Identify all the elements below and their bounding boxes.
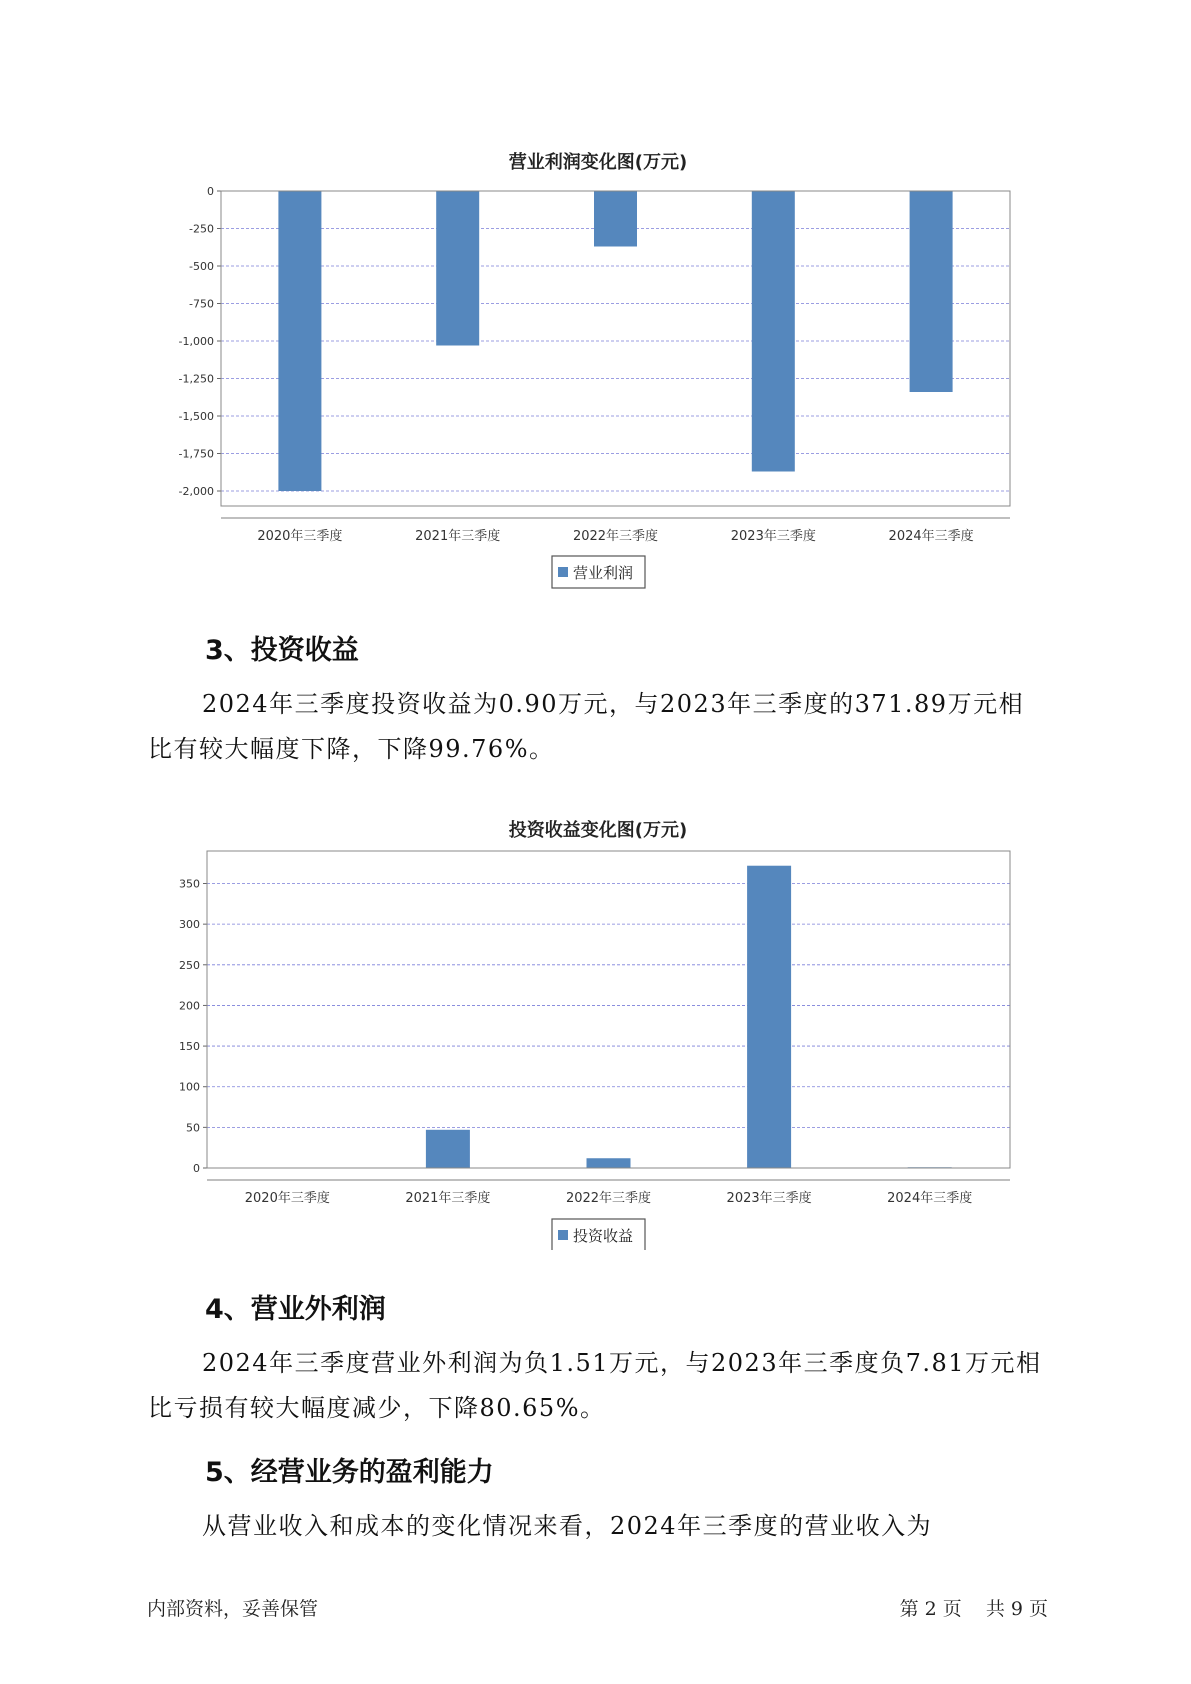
- x-tick-label: 2024年三季度: [888, 529, 974, 544]
- legend: [552, 1219, 645, 1250]
- legend-swatch: [558, 567, 568, 577]
- footer-page-unit: 页: [942, 1598, 962, 1620]
- y-tick-label: 300: [179, 918, 200, 932]
- x-tick-label: 2022年三季度: [565, 1191, 652, 1206]
- y-tick-label: -1,500: [178, 410, 214, 423]
- footer-page-total: 9: [1010, 1598, 1023, 1620]
- footer-total-prefix: 共: [985, 1598, 1005, 1620]
- bars: [265, 866, 951, 1168]
- y-tick-label: -1,250: [178, 372, 214, 386]
- footer-page-current: 2: [924, 1598, 937, 1620]
- section-heading-investment-income: 3、投资收益: [205, 635, 359, 666]
- x-tick-label: 2020年三季度: [244, 1191, 330, 1206]
- y-axis-ticks: [179, 185, 214, 498]
- footer-total-unit: 页: [1028, 1598, 1048, 1620]
- operating-profit-chart: [0, 130, 1191, 600]
- bar: [436, 191, 479, 346]
- x-tick-label: 2022年三季度: [572, 529, 659, 544]
- x-tick-label: 2023年三季度: [726, 1191, 812, 1206]
- bar: [587, 1158, 631, 1168]
- y-tick-label: -1,750: [178, 447, 214, 461]
- bar: [752, 191, 795, 472]
- investment-income-chart: [0, 800, 1191, 1250]
- y-tick-label: -750: [189, 297, 214, 311]
- legend-label: 投资收益: [573, 1227, 634, 1245]
- x-axis-labels: [221, 518, 1010, 544]
- bar: [747, 866, 791, 1168]
- section-heading-profitability: 5、经营业务的盈利能力: [205, 1457, 494, 1488]
- footer-page-prefix: 第: [899, 1598, 919, 1620]
- x-tick-label: 2024年三季度: [887, 1191, 973, 1206]
- y-tick-label: -250: [189, 222, 214, 236]
- bar: [910, 191, 953, 392]
- y-tick-label: 50: [186, 1121, 200, 1135]
- plot-frame: [207, 851, 1010, 1168]
- bar: [426, 1130, 470, 1168]
- y-tick-label: -2,000: [178, 485, 214, 498]
- bar: [594, 191, 637, 247]
- y-tick-label: 0: [207, 185, 214, 198]
- legend-swatch: [558, 1230, 568, 1240]
- y-tick-label: 150: [179, 1040, 200, 1054]
- y-tick-label: -500: [189, 260, 214, 273]
- legend-label: 营业利润: [573, 564, 634, 582]
- y-tick-label: 250: [179, 958, 200, 972]
- legend: [552, 556, 645, 588]
- footer-page-number: [897, 1594, 1051, 1621]
- bar: [278, 191, 321, 491]
- section-heading-non-operating-profit: 4、营业外利润: [205, 1294, 386, 1325]
- gridlines: [203, 884, 1010, 1168]
- y-tick-label: 100: [179, 1080, 200, 1094]
- paragraph-non-operating-profit: 2024年三季度营业外利润为负1.51万元，与2023年三季度负7.81万元相比亏损有较大幅度减少，下降80.65%。: [148, 1349, 1042, 1422]
- paragraph-investment-income: 2024年三季度投资收益为0.90万元，与2023年三季度的371.89万元相比有较大幅度下降，下降99.76%。: [148, 690, 1025, 763]
- y-tick-label: 200: [179, 999, 200, 1013]
- x-tick-label: 2021年三季度: [415, 529, 501, 544]
- y-tick-label: 0: [193, 1162, 200, 1175]
- x-tick-label: 2021年三季度: [405, 1191, 491, 1206]
- paragraph-profitability: 从营业收入和成本的变化情况来看，2024年三季度的营业收入为: [202, 1512, 933, 1540]
- chart-title: 投资收益变化图(万元): [508, 820, 688, 841]
- footer-confidential-note: 内部资料，妥善保管: [147, 1598, 319, 1620]
- y-axis-ticks: [179, 878, 200, 1175]
- chart-title: 营业利润变化图(万元): [508, 152, 688, 173]
- y-tick-label: 350: [179, 877, 200, 891]
- x-tick-label: 2020年三季度: [257, 529, 343, 544]
- y-tick-label: -1,000: [178, 335, 214, 348]
- x-tick-label: 2023年三季度: [730, 529, 816, 544]
- x-axis-labels: [207, 1180, 1010, 1206]
